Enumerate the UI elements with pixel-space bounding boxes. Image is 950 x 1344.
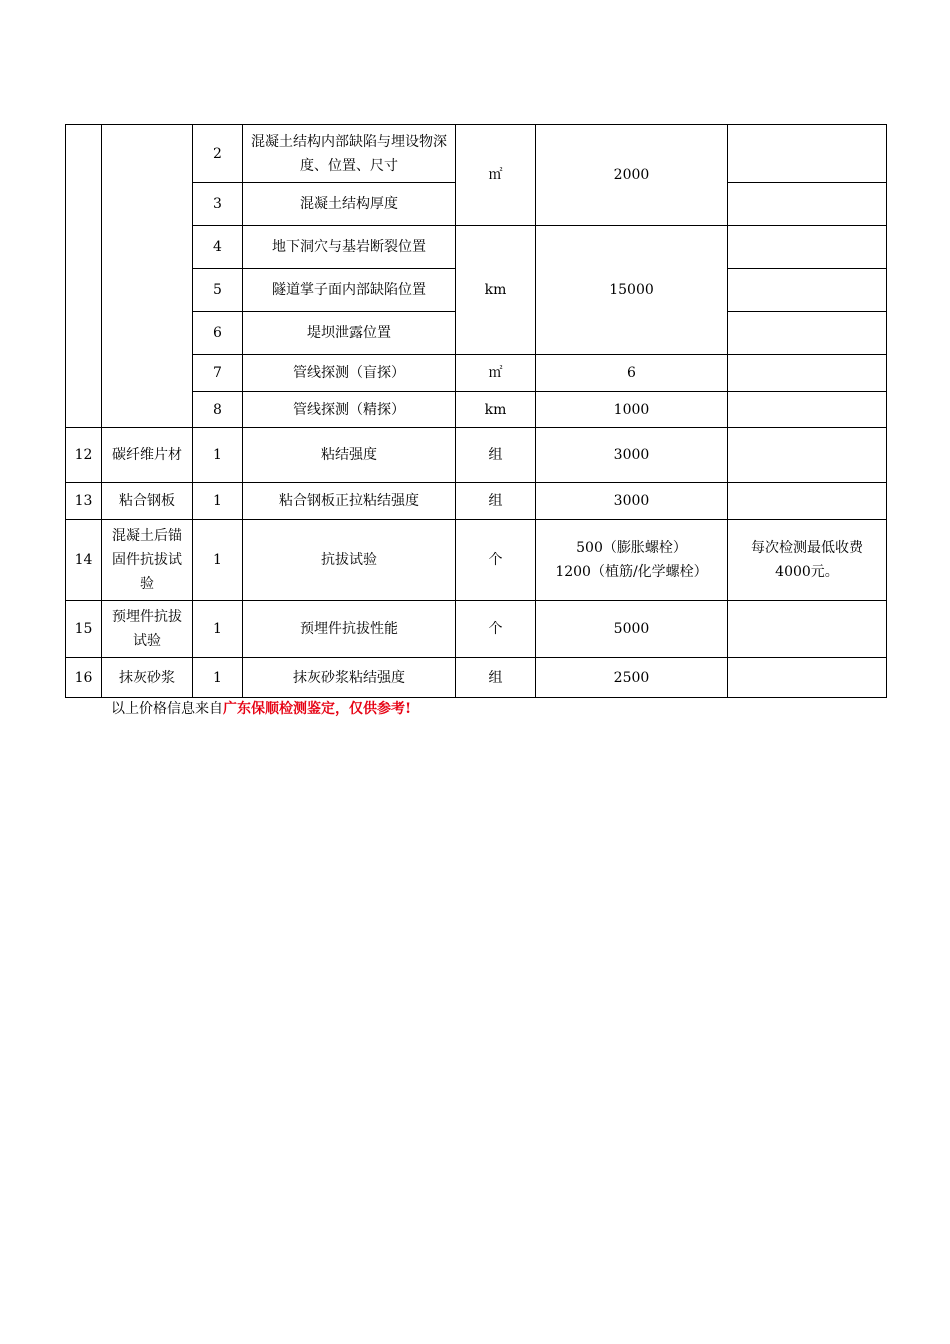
category-cell: 碳纤维片材 [102, 428, 193, 483]
unit-cell: 组 [456, 428, 536, 483]
row-number-cell: 15 [66, 601, 102, 658]
table-row [66, 658, 887, 698]
category-cell: 粘合钢板 [102, 483, 193, 520]
category-cell: 混凝土后锚固件抗拔试验 [102, 520, 193, 601]
note-cell [728, 392, 887, 428]
unit-cell: km [456, 392, 536, 428]
table-row [66, 125, 887, 183]
row-number-cell: 12 [66, 428, 102, 483]
unit-cell: ㎡ [456, 355, 536, 392]
item-cell: 隧道掌子面内部缺陷位置 [243, 269, 456, 312]
unit-cell: 组 [456, 658, 536, 698]
sub-number-cell: 1 [193, 428, 243, 483]
note-cell [728, 125, 887, 183]
price-cell: 6 [536, 355, 728, 392]
unit-cell: 组 [456, 483, 536, 520]
item-cell: 混凝土结构内部缺陷与埋设物深度、位置、尺寸 [243, 125, 456, 183]
item-cell: 粘结强度 [243, 428, 456, 483]
table-row [66, 428, 887, 483]
sub-number-cell: 4 [193, 226, 243, 269]
sub-number-cell: 1 [193, 483, 243, 520]
unit-cell: 个 [456, 520, 536, 601]
note-cell [728, 269, 887, 312]
item-cell: 管线探测（精探） [243, 392, 456, 428]
note-cell [728, 226, 887, 269]
item-cell: 混凝土结构厚度 [243, 183, 456, 226]
row-number-cell [66, 125, 102, 428]
note-cell [728, 428, 887, 483]
price-cell [536, 520, 728, 601]
category-cell: 预埋件抗拔试验 [102, 601, 193, 658]
item-cell: 抗拔试验 [243, 520, 456, 601]
item-cell: 预埋件抗拔性能 [243, 601, 456, 658]
source-note-prefix: 以上价格信息来自 [111, 701, 223, 717]
sub-number-cell: 7 [193, 355, 243, 392]
unit-cell: ㎡ [456, 125, 536, 226]
unit-cell: 个 [456, 601, 536, 658]
item-cell: 抹灰砂浆粘结强度 [243, 658, 456, 698]
table-row [66, 520, 887, 601]
sub-number-cell: 5 [193, 269, 243, 312]
sub-number-cell: 2 [193, 125, 243, 183]
price-cell: 15000 [536, 226, 728, 355]
price-cell: 5000 [536, 601, 728, 658]
note-cell [728, 183, 887, 226]
note-cell [728, 312, 887, 355]
table-row [66, 483, 887, 520]
price-cell: 2500 [536, 658, 728, 698]
row-number-cell: 13 [66, 483, 102, 520]
source-note-highlight: 广东保顺检测鉴定，仅供参考! [223, 701, 412, 717]
table-row [66, 601, 887, 658]
price-table [65, 124, 887, 698]
item-cell: 地下洞穴与基岩断裂位置 [243, 226, 456, 269]
category-cell [102, 125, 193, 428]
sub-number-cell: 3 [193, 183, 243, 226]
price-line: 1200（植筋/化学螺栓） [555, 564, 708, 580]
note-cell [728, 658, 887, 698]
price-cell: 1000 [536, 392, 728, 428]
sub-number-cell: 1 [193, 520, 243, 601]
row-number-cell: 16 [66, 658, 102, 698]
price-cell: 2000 [536, 125, 728, 226]
row-number-cell: 14 [66, 520, 102, 601]
sub-number-cell: 8 [193, 392, 243, 428]
source-note [111, 699, 411, 719]
item-cell: 管线探测（盲探） [243, 355, 456, 392]
note-cell: 每次检测最低收费4000元。 [728, 520, 887, 601]
item-cell: 粘合钢板正拉粘结强度 [243, 483, 456, 520]
category-cell: 抹灰砂浆 [102, 658, 193, 698]
sub-number-cell: 1 [193, 658, 243, 698]
unit-cell: km [456, 226, 536, 355]
price-cell: 3000 [536, 483, 728, 520]
note-cell [728, 483, 887, 520]
price-line: 500（膨胀螺栓） [576, 540, 687, 556]
sub-number-cell: 1 [193, 601, 243, 658]
note-cell [728, 355, 887, 392]
sub-number-cell: 6 [193, 312, 243, 355]
item-cell: 堤坝泄露位置 [243, 312, 456, 355]
note-cell [728, 601, 887, 658]
price-cell: 3000 [536, 428, 728, 483]
